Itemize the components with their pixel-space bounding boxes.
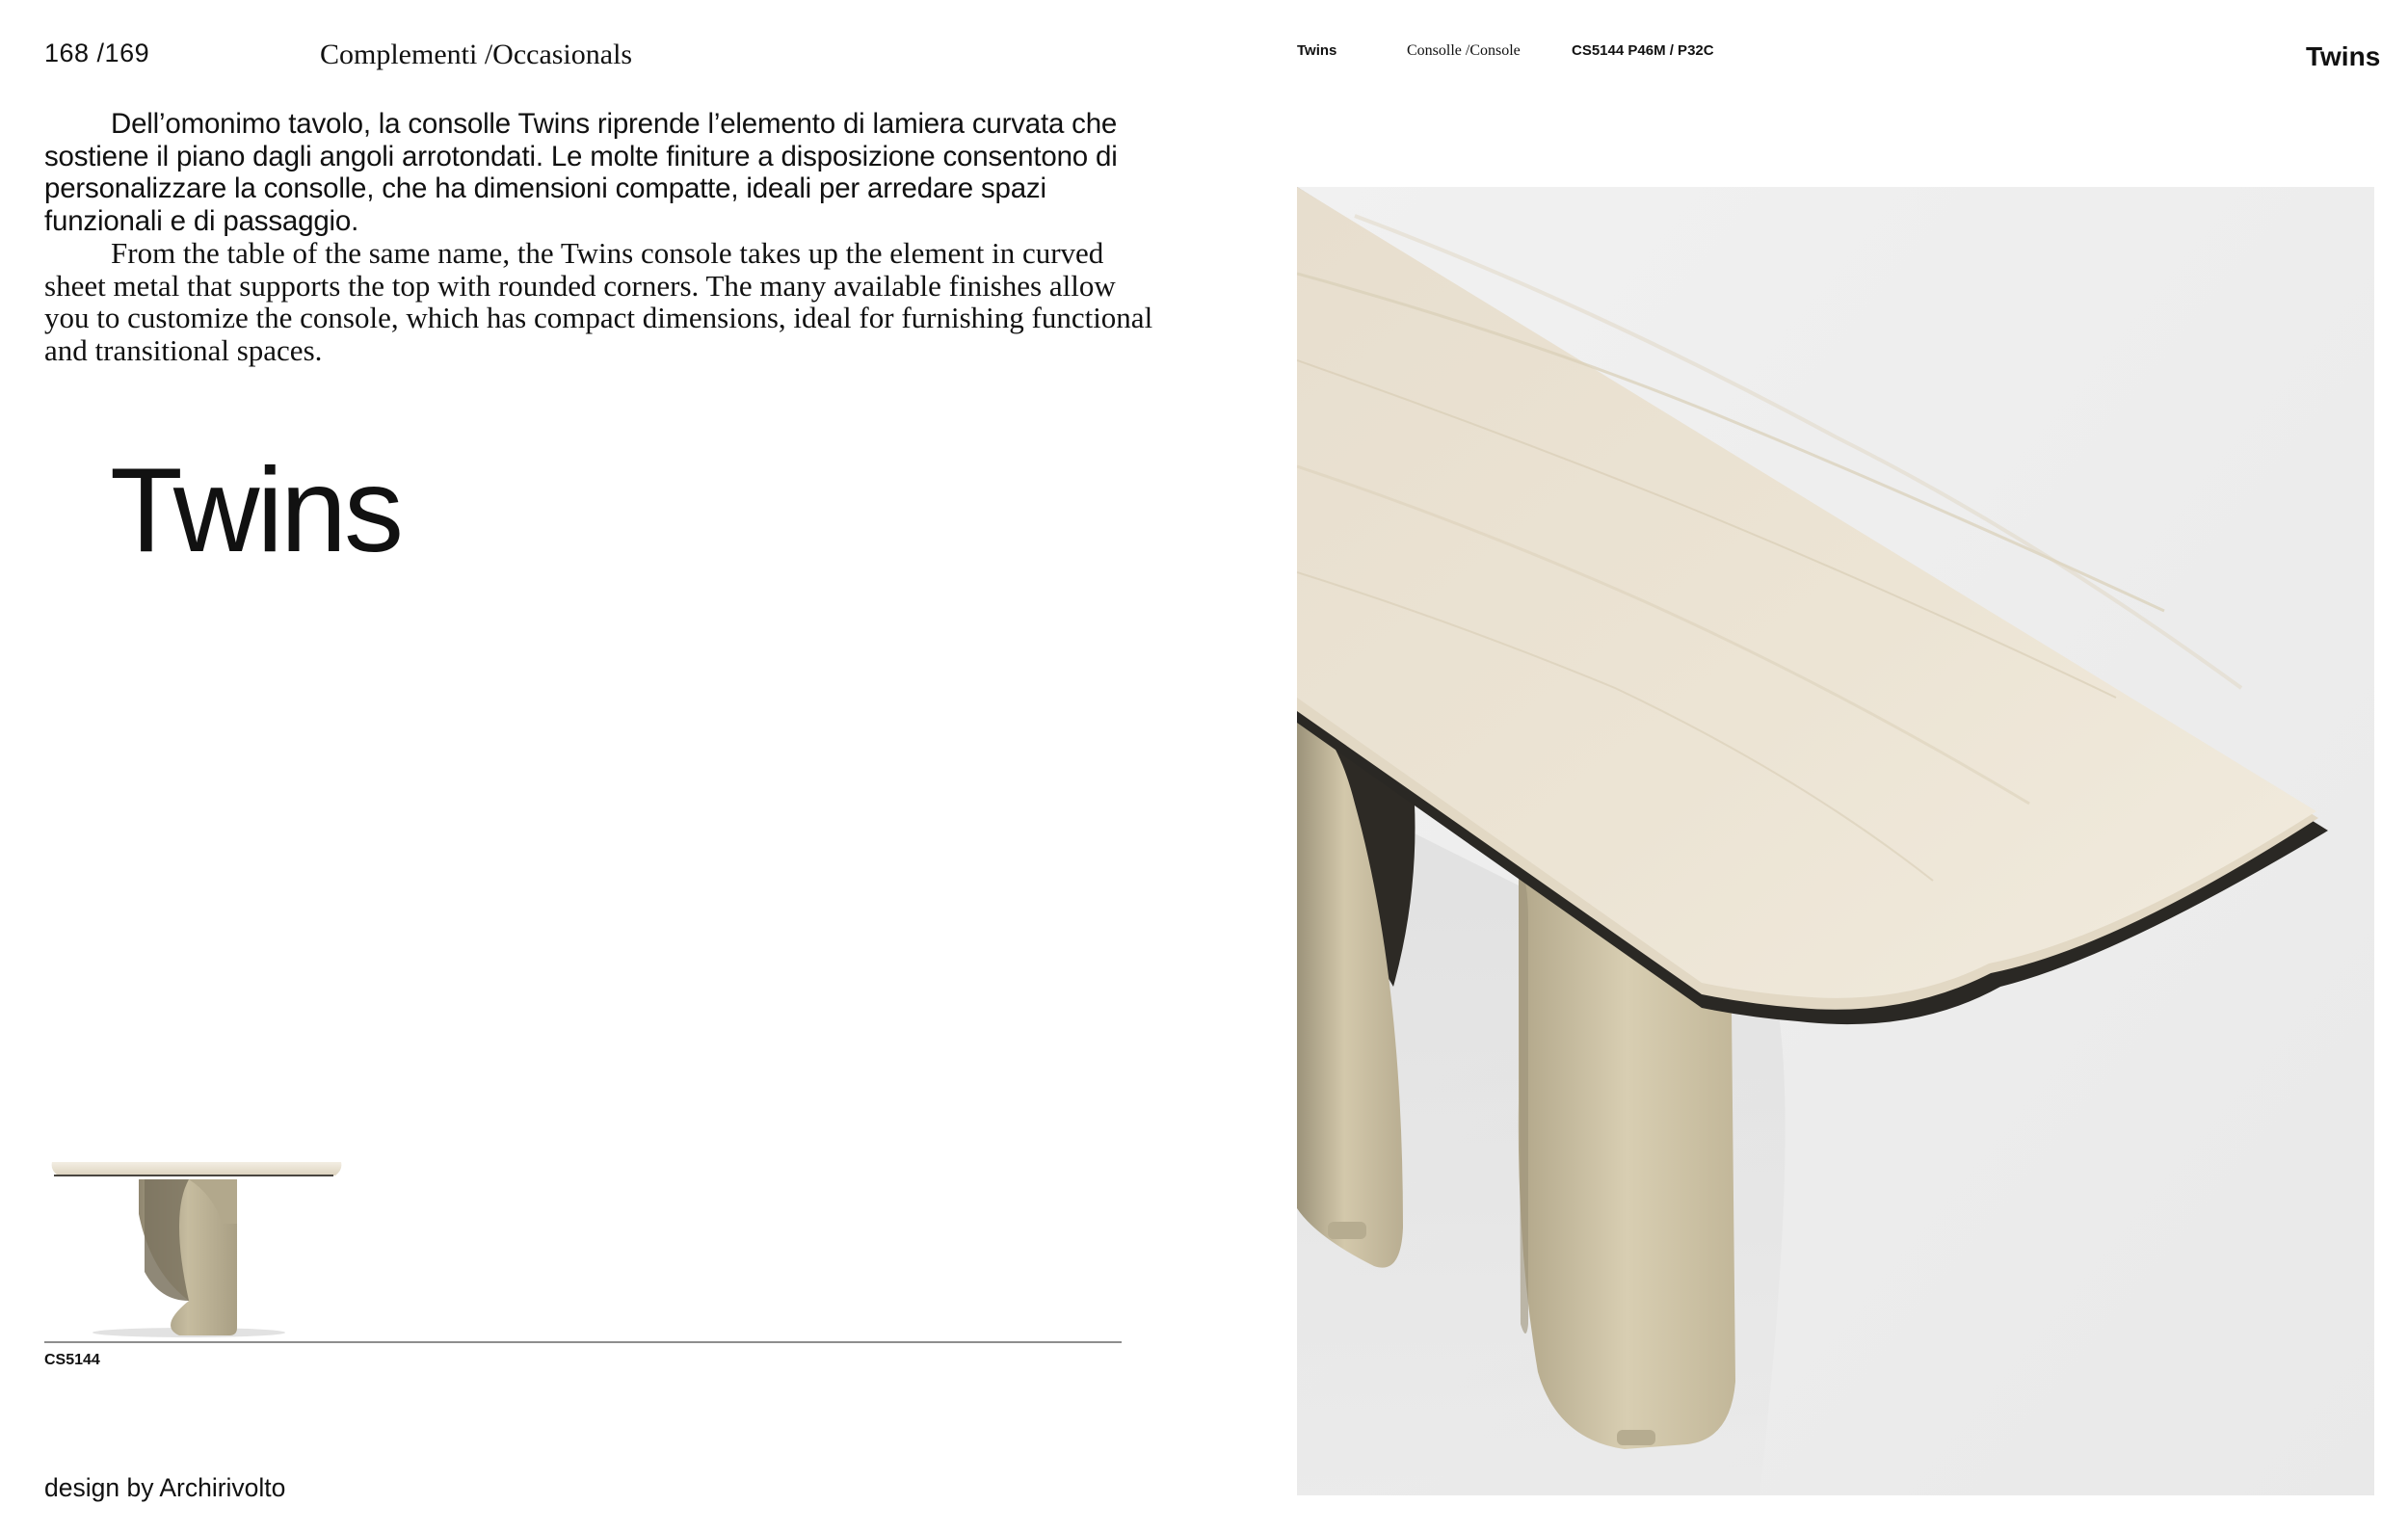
header-product-code: CS5144 P46M / P32C xyxy=(1572,42,1714,59)
section-title: Complementi /Occasionals xyxy=(320,39,633,70)
header-product-title: Twins xyxy=(2306,41,2381,71)
header-category: Consolle /Console xyxy=(1407,42,1521,59)
description-italian-text: Dell’omonimo tavolo, la consolle Twins riprende l’elemento di lamiera curvata che sostiene il piano dagli angoli arrotondati. Le molte finiture a disposizione consentono di personalizzare la consolle, che ha dimensioni compatte, ideali per arredare spazi funzionali e di passaggio. xyxy=(44,108,1118,237)
console-table-closeup-photo xyxy=(1297,187,2374,1495)
description-english-text: From the table of the same name, the Twins console takes up the element in curved sheet metal that supports the top with rounded corners. The many available finishes allow you to customize the console, which has compact dimensions, ideal for furnishing functional and transitional spaces. xyxy=(44,236,1153,367)
product-title: Twins xyxy=(110,444,401,577)
description-english xyxy=(44,237,1162,366)
description-italian xyxy=(44,108,1143,237)
designer-credit: design by Archirivolto xyxy=(44,1473,286,1502)
console-table-thumbnail xyxy=(44,1156,348,1339)
divider-rule xyxy=(44,1341,1122,1343)
header-product-name: Twins xyxy=(1297,42,1337,59)
thumbnail-product-code: CS5144 xyxy=(44,1352,100,1368)
page-number: 168 /169 xyxy=(44,39,150,67)
